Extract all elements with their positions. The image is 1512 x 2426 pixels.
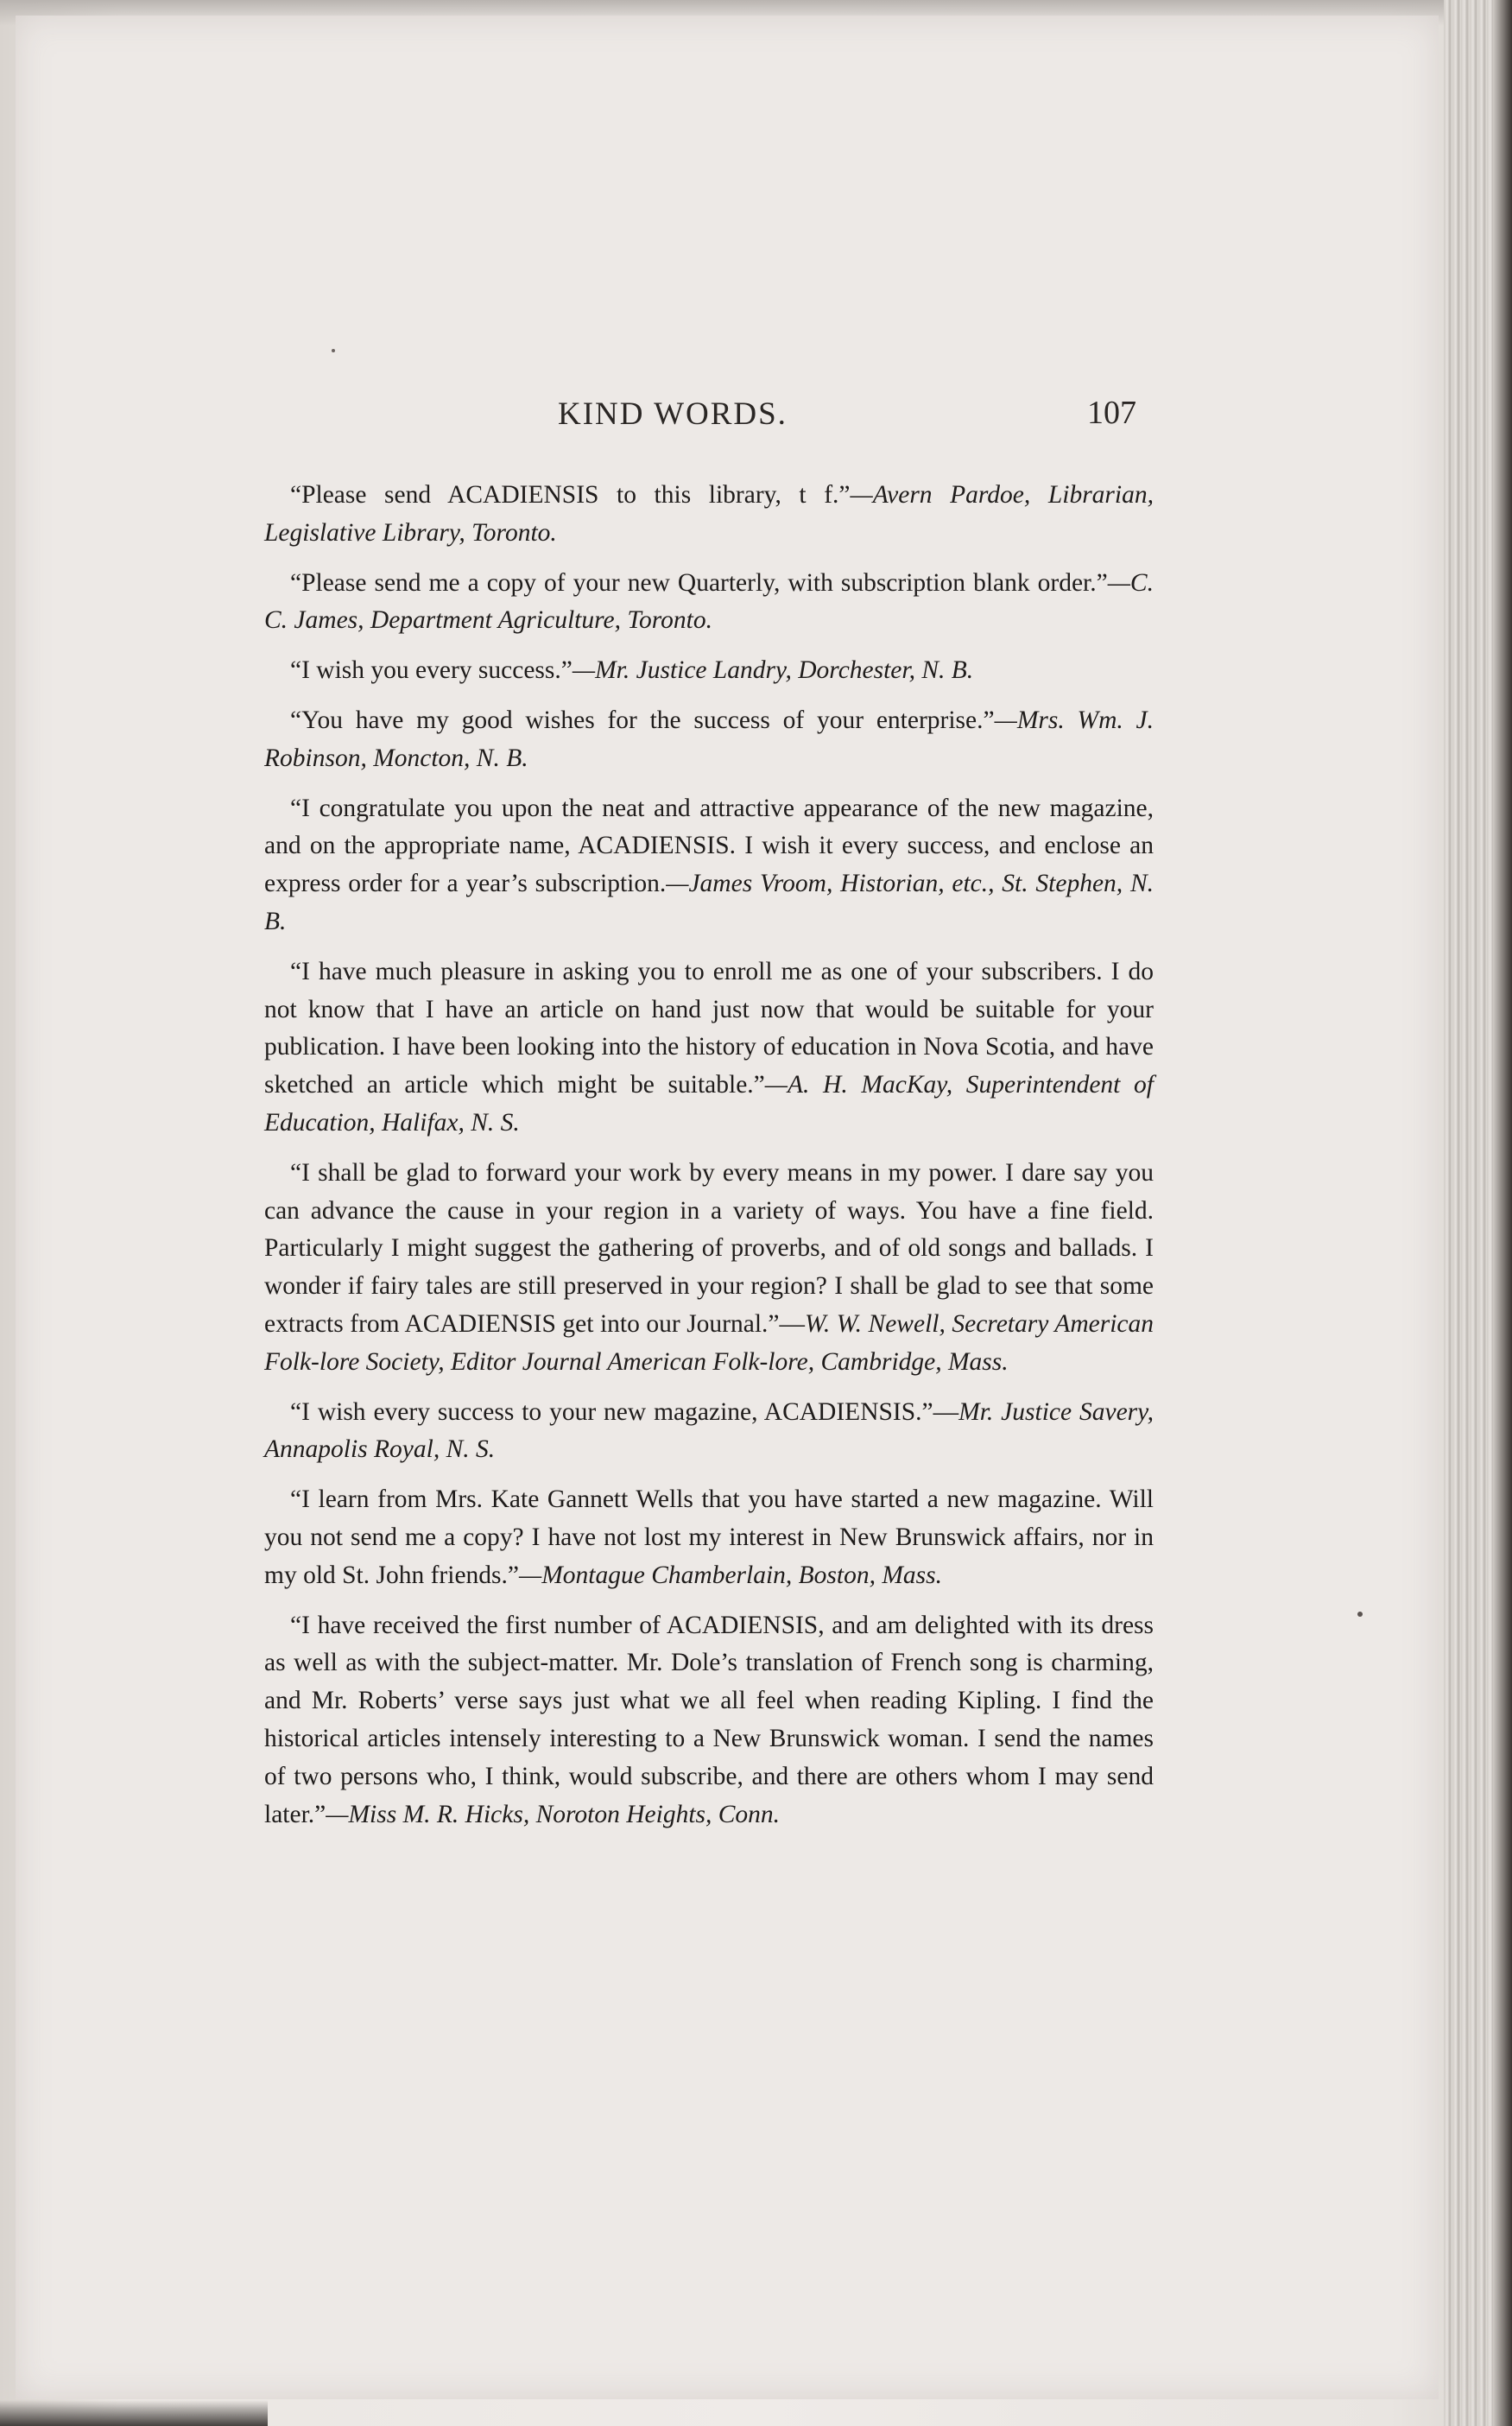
- testimonial-entry: [264, 953, 1154, 1143]
- testimonial-entry: [264, 790, 1154, 941]
- testimonial-attribution: —Avern Pardoe, Librarian, Legislative Library, Toronto.: [264, 481, 1154, 547]
- testimonial-quote: “I have much pleasure in asking you to enroll me as one of your subscribers. I do not know that I have an article on hand just now that would be suitable for your publication. I have been looking into the history of education in Nova Scotia, and have sketched an article which might be suitable.”: [264, 957, 1154, 1099]
- testimonial-entry: [264, 477, 1154, 553]
- testimonial-entry: [264, 565, 1154, 641]
- testimonial-entry: [264, 1394, 1154, 1470]
- testimonial-attribution: —C. C. James, Department Agriculture, Toronto.: [264, 568, 1154, 635]
- testimonial-quote: “I shall be glad to forward your work by every means in my power. I dare say you can advance the cause in your region in a variety of ways. You have a fine field. Particularly I might suggest the gathering of proverbs, and of old songs and ballads. I wonder if fairy tales are still preserved in your region? I shall be glad to see that some extracts from ACADIENSIS get into our Journal.”—: [264, 1158, 1154, 1338]
- testimonial-attribution: —Montague Chamberlain, Boston, Mass.: [519, 1561, 943, 1589]
- testimonial-attribution: —Miss M. R. Hicks, Noroton Heights, Conn.: [326, 1800, 781, 1828]
- running-header: [256, 390, 1136, 442]
- testimonial-quote: “I wish every success to your new magazine, ACADIENSIS.”—: [290, 1397, 959, 1426]
- testimonial-attribution: —Mrs. Wm. J. Robinson, Moncton, N. B.: [264, 706, 1154, 772]
- testimonial-entry: [264, 1481, 1154, 1594]
- page-number: 107: [1087, 395, 1136, 431]
- testimonial-entry: [264, 652, 1154, 690]
- testimonial-quote: “You have my good wishes for the success of your enterprise.”: [290, 706, 995, 734]
- scan-corner-shadow: [0, 2400, 268, 2426]
- book-page-edges: [1444, 0, 1512, 2426]
- testimonial-attribution: —A. H. MacKay, Superintendent of Education, Halifax, N. S.: [264, 1071, 1154, 1137]
- testimonial-entry: [264, 1607, 1154, 1834]
- testimonial-quote: “I wish you every success.”: [290, 656, 573, 685]
- page-title: KIND WORDS.: [558, 396, 788, 432]
- testimonial-quote: “I learn from Mrs. Kate Gannett Wells that you have started a new magazine. Will you not send me a copy? I have not lost my interest in New Brunswick affairs, nor in my old St. John friends.”: [264, 1485, 1154, 1589]
- testimonial-attribution: —Mr. Justice Landry, Dorchester, N. B.: [572, 656, 974, 685]
- testimonial-quote: “Please send ACADIENSIS to this library, t f.”: [290, 481, 851, 509]
- testimonial-quote: “I have received the first number of ACADIENSIS, and am delighted with its dress as well as with the subject-matter. Mr. Dole’s translation of French song is charming, and Mr. Roberts’ verse says just what we all feel when reading Kipling. I find the historical articles intensely interesting to a New Brunswick woman. I send the names of two persons who, I think, would subscribe, and there are others whom I may send later.”: [264, 1611, 1154, 1828]
- paper-speck: [332, 349, 335, 352]
- testimonial-attribution: —James Vroom, Historian, etc., St. Stephen, N. B.: [264, 870, 1155, 935]
- ink-speck: [1357, 1612, 1363, 1617]
- testimonial-attribution: W. W. Newell, Secretary American Folk-lore Society, Editor Journal American Folk-lore, Cambridge, Mass.: [264, 1309, 1154, 1376]
- testimonial-quote: “I congratulate you upon the neat and attractive appearance of the new magazine, and on the appropriate name, ACADIENSIS. I wish it every success, and enclose an express order for a year’s subscription.: [264, 794, 1154, 898]
- testimonial-quote: “Please send me a copy of your new Quarterly, with subscription blank order.”: [290, 568, 1108, 597]
- testimonial-entry: [264, 702, 1154, 778]
- testimonial-attribution: Mr. Justice Savery, Annapolis Royal, N. S.: [264, 1397, 1154, 1464]
- kind-words-text: [264, 477, 1154, 1846]
- testimonial-entry: [264, 1155, 1154, 1382]
